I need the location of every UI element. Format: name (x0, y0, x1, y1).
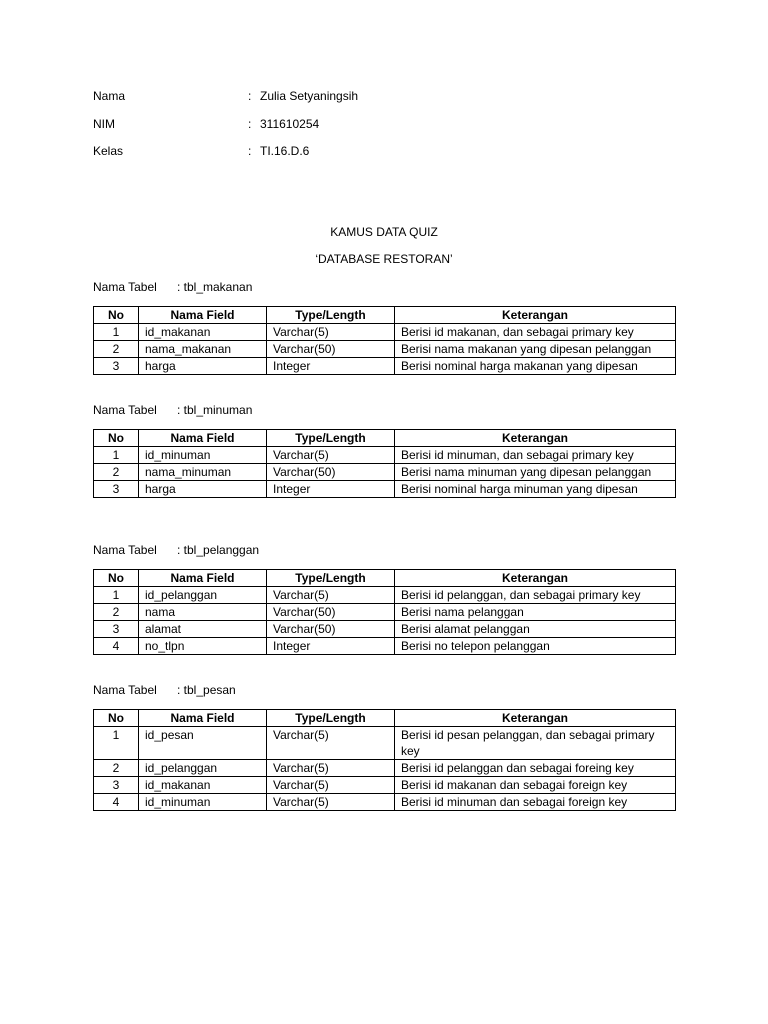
cell-field: harga (139, 481, 267, 498)
cell-no: 1 (94, 727, 139, 760)
cell-no: 4 (94, 794, 139, 811)
header-no: No (94, 430, 139, 447)
cell-no: 2 (94, 464, 139, 481)
cell-field: harga (139, 358, 267, 375)
caption-value: : tbl_minuman (177, 403, 253, 417)
cell-type: Varchar(50) (267, 604, 395, 621)
cell-no: 1 (94, 324, 139, 341)
cell-field: id_pesan (139, 727, 267, 760)
header-field: Nama Field (139, 710, 267, 727)
table-row (94, 358, 676, 375)
header-type: Type/Length (267, 710, 395, 727)
cell-type: Varchar(5) (267, 324, 395, 341)
cell-type: Varchar(5) (267, 587, 395, 604)
table-row (94, 341, 676, 358)
header-field: Nama Field (139, 307, 267, 324)
cell-ket: Berisi no telepon pelanggan (395, 638, 676, 655)
caption-label: Nama Tabel (93, 543, 157, 557)
cell-ket: Berisi nominal harga makanan yang dipesan (395, 358, 676, 375)
header-no: No (94, 570, 139, 587)
cell-type: Integer (267, 638, 395, 655)
header-type: Type/Length (267, 307, 395, 324)
table-row (94, 760, 676, 777)
identity-label: Kelas (93, 144, 124, 158)
cell-type: Varchar(50) (267, 621, 395, 638)
cell-no: 4 (94, 638, 139, 655)
identity-value: TI.16.D.6 (260, 144, 310, 158)
cell-field: id_pelanggan (139, 587, 267, 604)
table-caption-pelanggan (93, 542, 259, 558)
cell-field: nama_minuman (139, 464, 267, 481)
cell-field: id_minuman (139, 447, 267, 464)
cell-ket: Berisi nama pelanggan (395, 604, 676, 621)
identity-row-kelas (93, 143, 358, 171)
header-field: Nama Field (139, 570, 267, 587)
cell-type: Varchar(5) (267, 777, 395, 794)
header-type: Type/Length (267, 430, 395, 447)
table-row (94, 727, 676, 760)
cell-field: no_tlpn (139, 638, 267, 655)
cell-no: 3 (94, 358, 139, 375)
cell-ket: Berisi id pelanggan, dan sebagai primary key (395, 587, 676, 604)
table-row (94, 621, 676, 638)
cell-no: 2 (94, 760, 139, 777)
identity-separator: : (248, 89, 252, 103)
cell-field: id_makanan (139, 777, 267, 794)
cell-ket: Berisi nama minuman yang dipesan pelanggan (395, 464, 676, 481)
cell-ket: Berisi id minuman, dan sebagai primary key (395, 447, 676, 464)
table-row (94, 604, 676, 621)
identity-label: Nama (93, 89, 126, 103)
table-row (94, 481, 676, 498)
table-caption-makanan (93, 279, 252, 295)
cell-type: Integer (267, 481, 395, 498)
cell-no: 2 (94, 604, 139, 621)
table-header-row (94, 307, 676, 324)
cell-ket: Berisi id pelanggan dan sebagai foreing key (395, 760, 676, 777)
cell-no: 3 (94, 621, 139, 638)
cell-field: id_minuman (139, 794, 267, 811)
cell-ket: Berisi id makanan, dan sebagai primary key (395, 324, 676, 341)
student-identity (93, 88, 358, 171)
cell-type: Varchar(50) (267, 464, 395, 481)
document-subtitle: ‘DATABASE RESTORAN’ (315, 252, 453, 266)
caption-label: Nama Tabel (93, 403, 157, 417)
table-row (94, 447, 676, 464)
identity-value: 311610254 (260, 116, 320, 131)
cell-field: id_pelanggan (139, 760, 267, 777)
data-table-minuman (93, 429, 676, 498)
cell-ket: Berisi id makanan dan sebagai foreign key (395, 777, 676, 794)
table-caption-minuman (93, 402, 252, 418)
cell-ket: Berisi nominal harga minuman yang dipesan (395, 481, 676, 498)
table-row (94, 324, 676, 341)
identity-separator: : (248, 116, 252, 131)
identity-row-nama (93, 88, 358, 116)
cell-type: Integer (267, 358, 395, 375)
document-title: KAMUS DATA QUIZ (330, 225, 438, 239)
caption-value: : tbl_pelanggan (177, 543, 260, 557)
cell-type: Varchar(5) (267, 794, 395, 811)
table-header-row (94, 570, 676, 587)
table-row (94, 587, 676, 604)
cell-no: 1 (94, 447, 139, 464)
cell-ket: Berisi id minuman dan sebagai foreign key (395, 794, 676, 811)
caption-value: : tbl_makanan (177, 280, 253, 294)
cell-no: 1 (94, 587, 139, 604)
data-table-makanan (93, 306, 676, 375)
cell-field: alamat (139, 621, 267, 638)
identity-value: Zulia Setyaningsih (260, 89, 359, 103)
cell-type: Varchar(5) (267, 760, 395, 777)
data-table-pesan (93, 709, 676, 811)
cell-type: Varchar(5) (267, 447, 395, 464)
cell-field: nama_makanan (139, 341, 267, 358)
cell-no: 3 (94, 777, 139, 794)
cell-field: id_makanan (139, 324, 267, 341)
cell-no: 2 (94, 341, 139, 358)
header-ket: Keterangan (395, 307, 676, 324)
header-no: No (94, 710, 139, 727)
identity-label: NIM (93, 116, 115, 131)
cell-ket: Berisi alamat pelanggan (395, 621, 676, 638)
header-ket: Keterangan (395, 570, 676, 587)
table-row (94, 794, 676, 811)
cell-ket: Berisi nama makanan yang dipesan pelanggan (395, 341, 676, 358)
cell-ket: Berisi id pesan pelanggan, dan sebagai primary key (395, 727, 676, 760)
table-row (94, 777, 676, 794)
cell-field: nama (139, 604, 267, 621)
caption-label: Nama Tabel (93, 683, 157, 697)
header-ket: Keterangan (395, 710, 676, 727)
cell-type: Varchar(5) (267, 727, 395, 760)
header-ket: Keterangan (395, 430, 676, 447)
caption-value: : tbl_pesan (177, 683, 236, 697)
table-header-row (94, 430, 676, 447)
cell-no: 3 (94, 481, 139, 498)
data-table-pelanggan (93, 569, 676, 655)
header-field: Nama Field (139, 430, 267, 447)
caption-label: Nama Tabel (93, 280, 157, 294)
header-no: No (94, 307, 139, 324)
identity-separator: : (248, 144, 252, 158)
header-type: Type/Length (267, 570, 395, 587)
table-row (94, 464, 676, 481)
table-header-row (94, 710, 676, 727)
table-caption-pesan (93, 682, 236, 698)
table-row (94, 638, 676, 655)
identity-row-nim (93, 116, 358, 144)
cell-type: Varchar(50) (267, 341, 395, 358)
